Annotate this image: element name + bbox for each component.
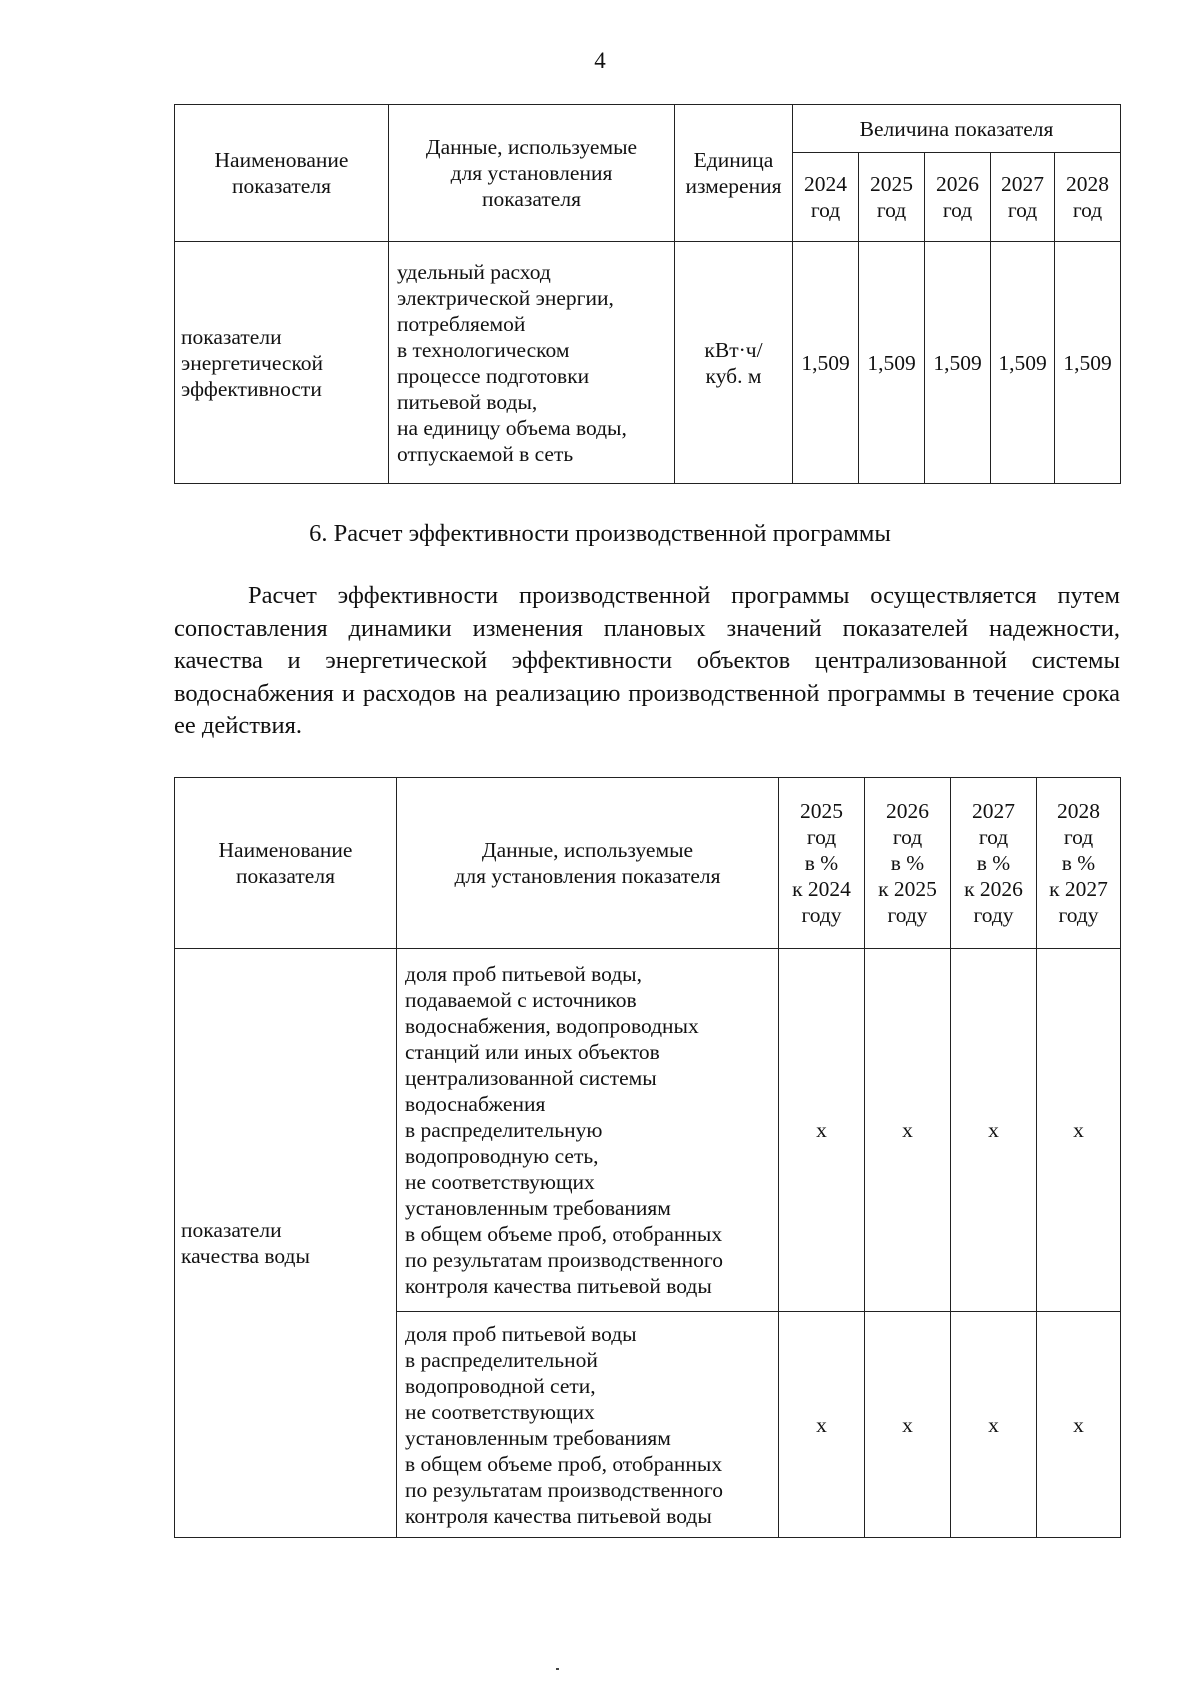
header-year-2026: 2026 год bbox=[925, 153, 991, 242]
value-cell: x bbox=[865, 949, 951, 1312]
indicator-name: показатели энергетической эффективности bbox=[175, 242, 389, 484]
value-cell: x bbox=[779, 949, 865, 1312]
header-year-2026: 2026 год в % к 2025 году bbox=[865, 778, 951, 949]
energy-efficiency-table bbox=[174, 104, 1121, 484]
value-cell: x bbox=[1037, 1312, 1121, 1538]
value-2027: 1,509 bbox=[991, 242, 1055, 484]
water-quality-table bbox=[174, 777, 1121, 1538]
indicator-unit: кВт·ч/ куб. м bbox=[675, 242, 793, 484]
value-2024: 1,509 bbox=[793, 242, 859, 484]
scan-speck bbox=[556, 1668, 559, 1670]
indicator-data-used: доля проб питьевой воды, подаваемой с источников водоснабжения, водопроводных станций или иных объектов централизованной системы водоснабжения в распределительную водопроводную сеть, не соответствующих установленным требованиям в общем объеме проб, отобранных по результатам производственного контроля качества питьевой воды bbox=[397, 949, 779, 1312]
header-year-2027: 2027 год bbox=[991, 153, 1055, 242]
header-unit: Единица измерения bbox=[675, 105, 793, 242]
indicator-data-used: удельный расход электрической энергии, потребляемой в технологическом процессе подготовки питьевой воды, на единицу объема воды, отпускаемой в сеть bbox=[389, 242, 675, 484]
table-row bbox=[175, 949, 1121, 1312]
header-data-used: Данные, используемые для установления показателя bbox=[397, 778, 779, 949]
value-cell: x bbox=[1037, 949, 1121, 1312]
page-number: 4 bbox=[594, 48, 606, 73]
header-data-used: Данные, используемые для установления показателя bbox=[389, 105, 675, 242]
header-year-2028: 2028 год в % к 2027 году bbox=[1037, 778, 1121, 949]
header-year-2025: 2025 год в % к 2024 году bbox=[779, 778, 865, 949]
value-cell: x bbox=[951, 949, 1037, 1312]
indicator-data-used: доля проб питьевой воды в распределительной водопроводной сети, не соответствующих установленным требованиям в общем объеме проб, отобранных по результатам производственного контроля качества питьевой воды bbox=[397, 1312, 779, 1538]
header-value-group: Величина показателя bbox=[793, 105, 1121, 153]
header-name: Наименование показателя bbox=[175, 778, 397, 949]
value-2028: 1,509 bbox=[1055, 242, 1121, 484]
section-paragraph: Расчет эффективности производственной программы осуществляется путем сопоставления динамики изменения плановых значений показателей надежности, качества и энергетической эффективности объектов централизованной системы водоснабжения и расходов на реализацию производственной программы в течение срока ее действия. bbox=[174, 582, 1120, 739]
indicator-group-name: показатели качества воды bbox=[175, 949, 397, 1538]
value-2025: 1,509 bbox=[859, 242, 925, 484]
header-year-2025: 2025 год bbox=[859, 153, 925, 242]
header-year-2024: 2024 год bbox=[793, 153, 859, 242]
header-year-2028: 2028 год bbox=[1055, 153, 1121, 242]
header-year-2027: 2027 год в % к 2026 году bbox=[951, 778, 1037, 949]
value-2026: 1,509 bbox=[925, 242, 991, 484]
section-heading: 6. Расчет эффективности производственной программы bbox=[309, 520, 891, 547]
value-cell: x bbox=[779, 1312, 865, 1538]
value-cell: x bbox=[951, 1312, 1037, 1538]
header-name: Наименование показателя bbox=[175, 105, 389, 242]
value-cell: x bbox=[865, 1312, 951, 1538]
table-row bbox=[175, 242, 1121, 484]
